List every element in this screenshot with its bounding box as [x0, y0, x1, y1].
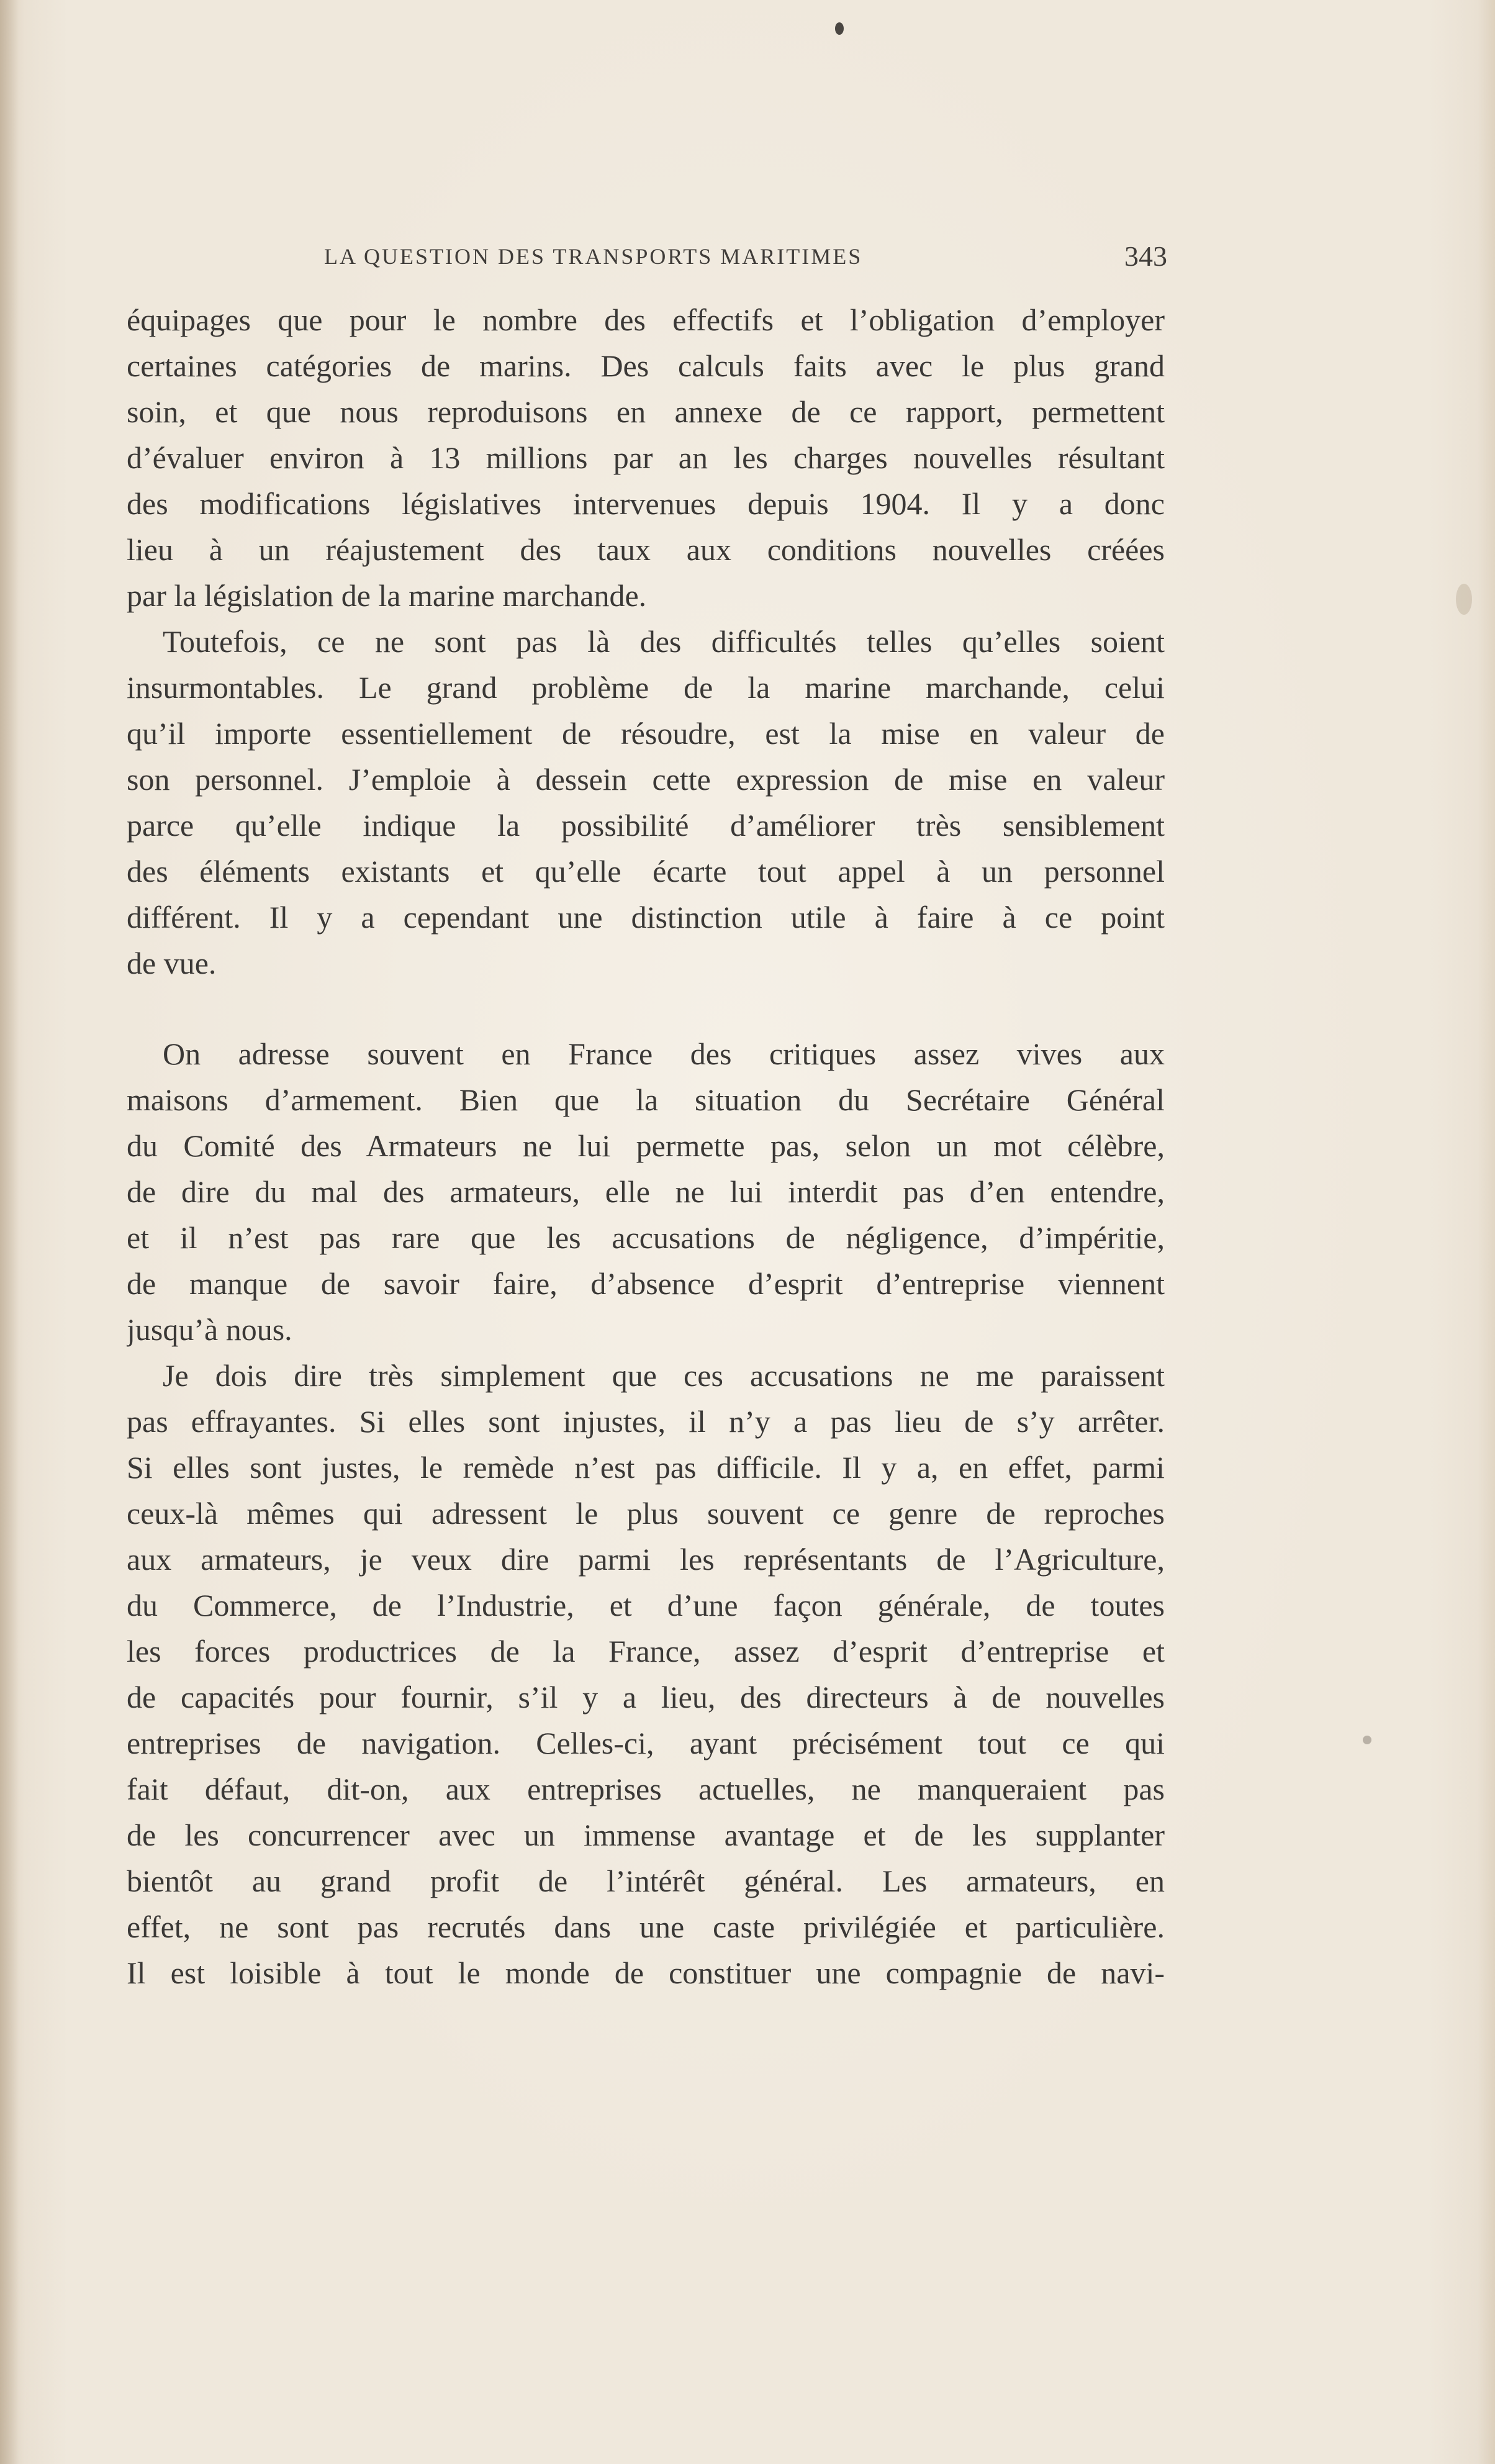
text-line: par la législation de la marine marchande. — [127, 578, 647, 613]
text-line: Il est loisible à tout le monde de constituer une compagnie de navi- — [127, 1955, 1165, 1990]
paragraph — [127, 1031, 1165, 1352]
text-line: ceux-là mêmes qui adressent le plus souvent ce genre de reproches — [127, 1496, 1165, 1531]
paragraph-break — [127, 986, 1165, 1031]
text-line: aux armateurs, je veux dire parmi les représentants de l’Agriculture, — [127, 1542, 1165, 1577]
text-line: entreprises de navigation. Celles-ci, ayant précisément tout ce qui — [127, 1726, 1165, 1760]
text-line: soin, et que nous reproduisons en annexe de ce rapport, permettent — [127, 394, 1165, 429]
text-line: son personnel. J’emploie à dessein cette expression de mise en valeur — [127, 762, 1165, 797]
text-line: lieu à un réajustement des taux aux conditions nouvelles créées — [127, 532, 1165, 567]
paper-smudge — [1363, 1736, 1371, 1744]
text-line: et il n’est pas rare que les accusations de négligence, d’impéritie, — [127, 1220, 1165, 1255]
text-line: d’évaluer environ à 13 millions par an les charges nouvelles résultant — [127, 440, 1165, 475]
text-line: de vue. — [127, 946, 217, 981]
running-title: LA QUESTION DES TRANSPORTS MARITIMES — [324, 244, 863, 269]
text-line: parce qu’elle indique la possibilité d’améliorer très sensiblement — [127, 808, 1165, 843]
text-line: de dire du mal des armateurs, elle ne lui interdit pas d’en entendre, — [127, 1174, 1165, 1209]
text-line: maisons d’armement. Bien que la situation du Secrétaire Général — [127, 1082, 1165, 1117]
page-fold-shadow — [0, 0, 19, 2464]
text-line: bientôt au grand profit de l’intérêt général. Les armateurs, en — [127, 1864, 1165, 1898]
text-line: du Commerce, de l’Industrie, et d’une façon générale, de toutes — [127, 1588, 1165, 1623]
text-line: Si elles sont justes, le remède n’est pas difficile. Il y a, en effet, parmi — [127, 1450, 1165, 1485]
text-line: certaines catégories de marins. Des calculs faits avec le plus grand — [127, 348, 1165, 383]
text-line: de les concurrencer avec un immense avantage et de les supplanter — [127, 1818, 1165, 1852]
text-line: Je dois dire très simplement que ces accusations ne me paraissent — [163, 1358, 1165, 1393]
paragraph — [127, 1352, 1165, 1996]
body-text — [127, 297, 1165, 1996]
text-line: de manque de savoir faire, d’absence d’esprit d’entreprise viennent — [127, 1266, 1165, 1301]
paragraph — [127, 297, 1165, 618]
paper-smudge — [1456, 584, 1472, 615]
ink-speck — [835, 22, 844, 35]
text-line: pas effrayantes. Si elles sont injustes, il n’y a pas lieu de s’y arrêter. — [127, 1404, 1165, 1439]
paragraph — [127, 618, 1165, 986]
text-line: On adresse souvent en France des critiques assez vives aux — [163, 1036, 1165, 1071]
text-line: effet, ne sont pas recrutés dans une caste privilégiée et particulière. — [127, 1909, 1165, 1944]
text-line: des éléments existants et qu’elle écarte tout appel à un personnel — [127, 854, 1165, 889]
text-line: de capacités pour fournir, s’il y a lieu, des directeurs à de nouvelles — [127, 1680, 1165, 1714]
text-line: qu’il importe essentiellement de résoudre, est la mise en valeur de — [127, 716, 1165, 751]
text-line: du Comité des Armateurs ne lui permette pas, selon un mot célèbre, — [127, 1128, 1165, 1163]
text-line: équipages que pour le nombre des effectifs et l’obligation d’employer — [127, 302, 1165, 337]
text-line: des modifications législatives intervenues depuis 1904. Il y a donc — [127, 486, 1165, 521]
text-line: fait défaut, dit-on, aux entreprises actuelles, ne manqueraient pas — [127, 1772, 1165, 1806]
text-line: jusqu’à nous. — [127, 1312, 292, 1347]
text-line: insurmontables. Le grand problème de la marine marchande, celui — [127, 670, 1165, 705]
page-number: 343 — [1124, 240, 1167, 272]
running-header — [124, 240, 1167, 277]
text-line: Toutefois, ce ne sont pas là des difficultés telles qu’elles soient — [163, 624, 1165, 659]
text-line: différent. Il y a cependant une distinction utile à faire à ce point — [127, 900, 1165, 935]
text-line: les forces productrices de la France, assez d’esprit d’entreprise et — [127, 1634, 1165, 1669]
